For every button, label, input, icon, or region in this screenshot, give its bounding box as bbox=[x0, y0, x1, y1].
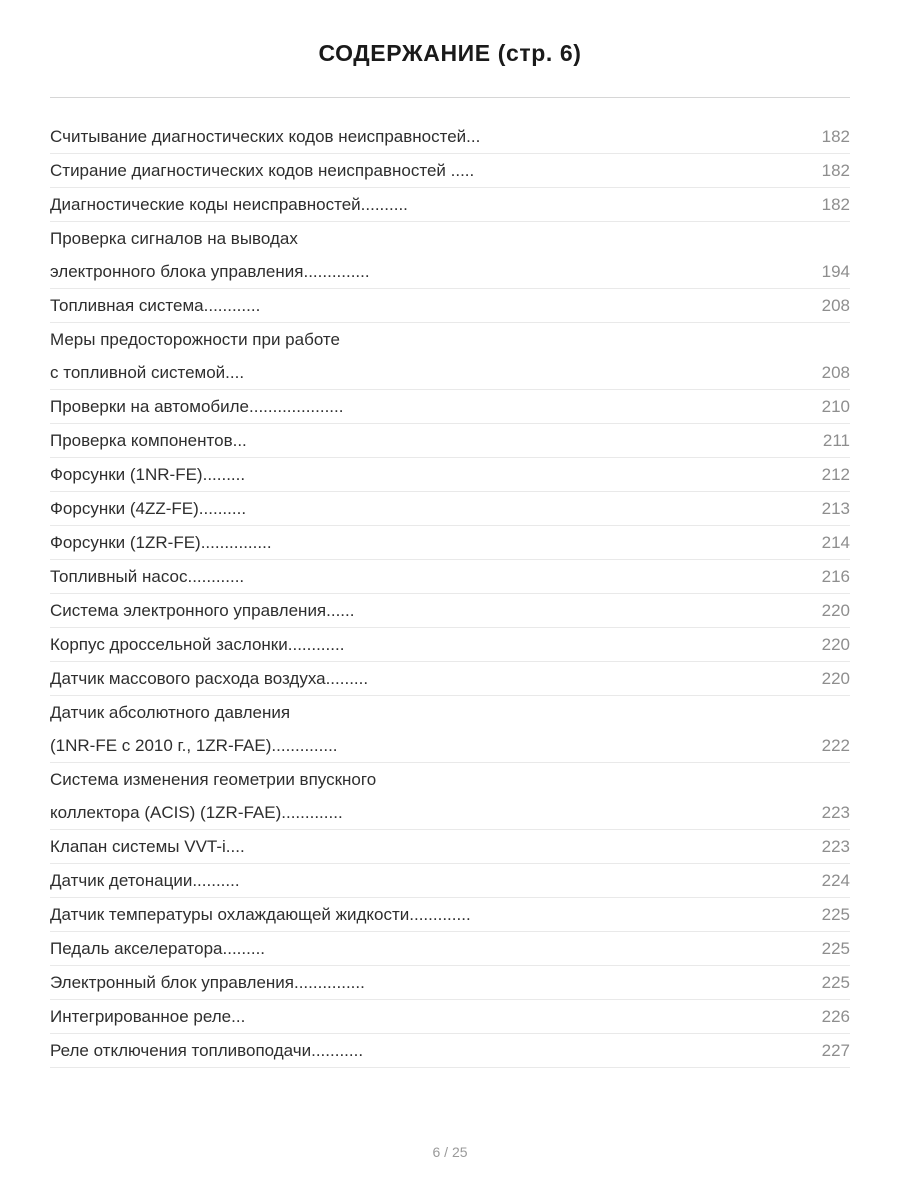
toc-entry-page: 224 bbox=[821, 871, 850, 890]
toc-entry-page: 211 bbox=[822, 431, 850, 450]
toc-entry-title: Проверки на автомобиле.................... bbox=[50, 397, 344, 416]
toc-entry-title: Датчик детонации.......... bbox=[50, 871, 240, 890]
toc-entry-page: 225 bbox=[821, 939, 850, 958]
toc-entry-title: с топливной системой.... bbox=[50, 363, 245, 382]
toc-entry bbox=[50, 662, 850, 696]
toc-entry bbox=[50, 289, 850, 323]
toc-entry-page: 220 bbox=[821, 669, 850, 688]
toc-entry-title: Топливная система............ bbox=[50, 296, 261, 315]
toc-entry-line: Проверка сигналов на выводах bbox=[50, 229, 298, 248]
toc-entry-title: электронного блока управления.............. bbox=[50, 262, 370, 281]
toc-entry bbox=[50, 966, 850, 1000]
toc-entry-title: Система электронного управления...... bbox=[50, 601, 355, 620]
toc-entry bbox=[50, 932, 850, 966]
toc-entry-title: Форсунки (1NR-FE)......... bbox=[50, 465, 246, 484]
toc-entry-line: Датчик абсолютного давления bbox=[50, 703, 291, 722]
toc-entry-title: Топливный насос............ bbox=[50, 567, 245, 586]
toc-entry-title: коллектора (ACIS) (1ZR-FAE)............. bbox=[50, 803, 343, 822]
toc-entry bbox=[50, 154, 850, 188]
toc-entry bbox=[50, 526, 850, 560]
toc-entry bbox=[50, 492, 850, 526]
toc-entry bbox=[50, 830, 850, 864]
toc-entry bbox=[50, 120, 850, 154]
toc-entry-page: 223 bbox=[821, 837, 850, 856]
toc-entry-page: 182 bbox=[821, 195, 850, 214]
toc-entry bbox=[50, 1034, 850, 1068]
toc-entry bbox=[50, 424, 850, 458]
toc-entry bbox=[50, 390, 850, 424]
toc-entry-title: Считывание диагностических кодов неисправностей... bbox=[50, 127, 481, 146]
toc-entry bbox=[50, 1000, 850, 1034]
toc-entry-title: Интегрированное реле... bbox=[50, 1007, 246, 1026]
toc-entry-page: 220 bbox=[821, 635, 850, 654]
toc-entry bbox=[50, 864, 850, 898]
toc-entry-title: Педаль акселератора......... bbox=[50, 939, 266, 958]
toc-entry-title: Диагностические коды неисправностей.......... bbox=[50, 195, 408, 214]
toc-entry-page: 182 bbox=[821, 161, 850, 180]
toc-entry bbox=[50, 628, 850, 662]
toc-entry bbox=[50, 458, 850, 492]
toc-entry-title: Форсунки (1ZR-FE)............... bbox=[50, 533, 272, 552]
title-divider bbox=[50, 97, 850, 98]
toc-entry bbox=[50, 188, 850, 222]
toc-entry-page: 227 bbox=[821, 1041, 850, 1060]
toc-entry-page: 212 bbox=[821, 465, 850, 484]
toc-entry bbox=[50, 323, 850, 390]
toc-entry-page: 214 bbox=[821, 533, 850, 552]
toc-entry-title: Электронный блок управления............... bbox=[50, 973, 365, 992]
toc-entry-title: Реле отключения топливоподачи........... bbox=[50, 1041, 364, 1060]
toc-entry-line: Меры предосторожности при работе bbox=[50, 330, 340, 349]
toc-entry-page: 208 bbox=[821, 363, 850, 382]
toc-entry-title: Форсунки (4ZZ-FE).......... bbox=[50, 499, 247, 518]
toc-entry bbox=[50, 696, 850, 763]
toc-entry-page: 194 bbox=[821, 262, 850, 281]
page-title: СОДЕРЖАНИЕ (стр. 6) bbox=[318, 40, 582, 66]
toc-entry-page: 226 bbox=[821, 1007, 850, 1026]
toc-entry-title: Стирание диагностических кодов неисправностей ..... bbox=[50, 161, 475, 180]
toc-entry-title: (1NR-FE с 2010 г., 1ZR-FAE).............. bbox=[50, 736, 338, 755]
toc-entry-page: 182 bbox=[821, 127, 850, 146]
toc-entry-title: Датчик температуры охлаждающей жидкости............. bbox=[50, 905, 471, 924]
page-indicator: 6 / 25 bbox=[432, 1144, 468, 1160]
toc-entry bbox=[50, 222, 850, 289]
toc-entry bbox=[50, 560, 850, 594]
toc-entry-page: 213 bbox=[821, 499, 850, 518]
toc-entry-page: 216 bbox=[821, 567, 850, 586]
toc-entry-page: 222 bbox=[821, 736, 850, 755]
toc-list bbox=[50, 120, 850, 1068]
toc-entry-page: 225 bbox=[821, 905, 850, 924]
toc-entry-line: Система изменения геометрии впускного bbox=[50, 770, 377, 789]
toc-entry-title: Датчик массового расхода воздуха......... bbox=[50, 669, 369, 688]
toc-entry-page: 225 bbox=[821, 973, 850, 992]
toc-entry-title: Проверка компонентов... bbox=[50, 431, 247, 450]
toc-entry bbox=[50, 594, 850, 628]
toc-entry-title: Клапан системы VVT-i.... bbox=[50, 837, 245, 856]
toc-entry bbox=[50, 898, 850, 932]
toc-entry-title: Корпус дроссельной заслонки............ bbox=[50, 635, 345, 654]
toc-entry-page: 223 bbox=[821, 803, 850, 822]
toc-entry bbox=[50, 763, 850, 830]
toc-entry-page: 208 bbox=[821, 296, 850, 315]
toc-entry-page: 220 bbox=[821, 601, 850, 620]
toc-entry-page: 210 bbox=[821, 397, 850, 416]
